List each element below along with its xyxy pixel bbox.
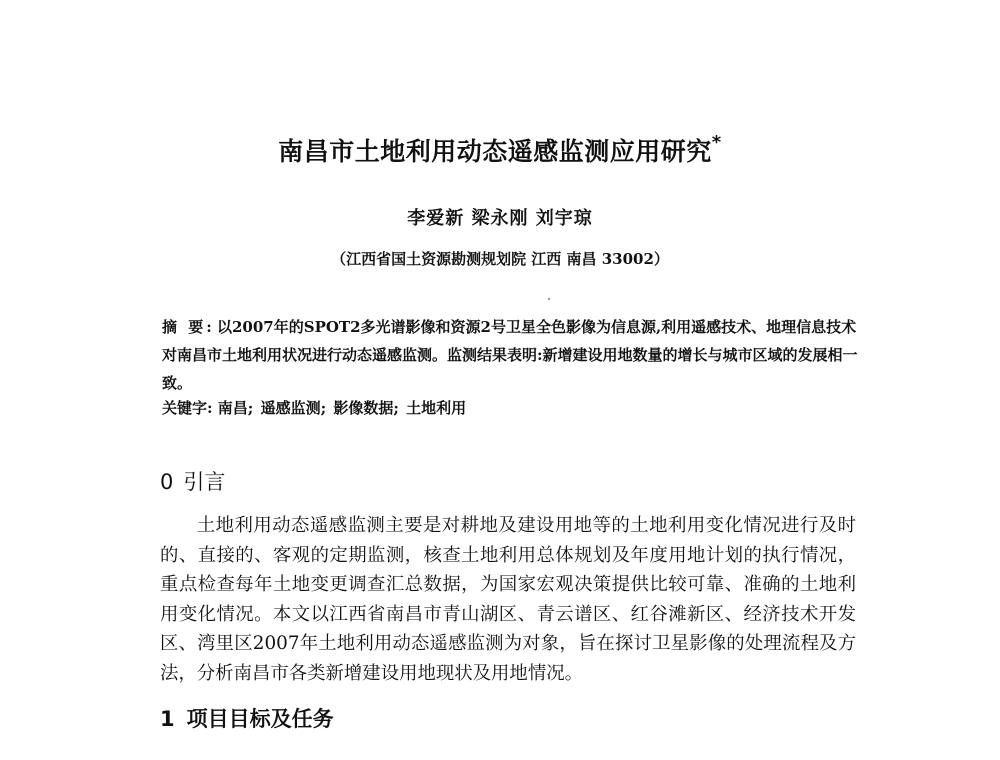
section-number: 1	[160, 707, 175, 731]
keyword-item: 南昌;	[217, 399, 254, 417]
affiliation: （江西省国土资源勘测规划院 江西 南昌 33002）	[331, 250, 669, 268]
section-title: 项目目标及任务	[186, 707, 334, 731]
author-name: 刘宇琼	[535, 208, 593, 229]
keywords	[162, 397, 862, 418]
title-footnote-mark: *	[711, 132, 722, 153]
abstract-label: 摘 要	[162, 318, 207, 336]
introduction-paragraph: 土地利用动态遥感监测主要是对耕地及建设用地等的土地利用变化情况进行及时的、直接的、客观的定期监测，核查土地利用总体规划及年度用地计划的执行情况，重点检查每年土地变更调查汇总数据，为国家宏观决策提供比较可靠、准确的土地利用变化情况。本文以江西省南昌市青山湖区、青云谱区、红谷滩新区、经济技术开发区、湾里区2007年土地利用动态遥感监测为对象，旨在探讨卫星影像的处理流程及方法，分析南昌市各类新增建设用地现状及用地情况。	[160, 515, 856, 684]
author-name: 梁永刚	[471, 208, 529, 229]
section-title: 引言	[183, 470, 226, 494]
author-list	[0, 204, 1000, 230]
section-heading-objectives	[160, 703, 334, 733]
keyword-item: 遥感监测;	[260, 399, 327, 417]
section-heading-introduction	[160, 466, 225, 496]
keyword-item: 土地利用	[406, 399, 467, 417]
author-name: 李爱新	[407, 208, 465, 229]
paper-title	[0, 132, 1000, 168]
keywords-label: 关键字:	[162, 399, 213, 417]
section-number: 0	[160, 470, 174, 494]
abstract	[162, 313, 862, 397]
keyword-item: 影像数据;	[333, 399, 399, 417]
scan-speck	[548, 298, 550, 300]
abstract-text: : 以2007年的SPOT2多光谱影像和资源2号卫星全色影像为信息源,利用遥感技术、地理信息技术对南昌市土地利用状况进行动态遥感监测。监测结果表明:新增建设用地数量的增长与城市区域的发展相一致。	[162, 318, 858, 392]
paper-title-text: 南昌市土地利用动态遥感监测应用研究	[278, 137, 712, 166]
